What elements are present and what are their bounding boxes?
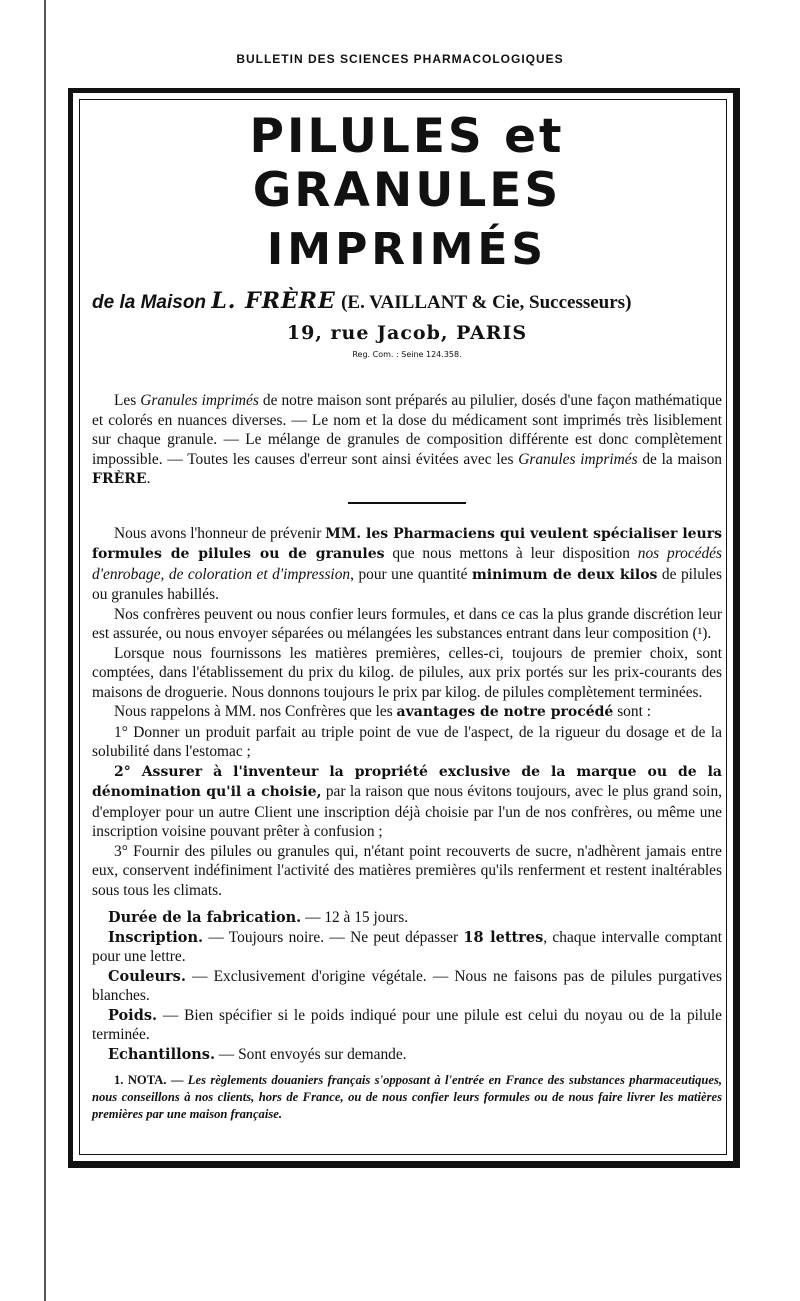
text-run-bold: MM. les Pharmaciens qui veulent spécialiser leurs formules de pilules ou de granules — [92, 525, 722, 562]
maison-name: L. FRÈRE — [211, 288, 336, 314]
paragraph-honneur — [92, 524, 722, 605]
maison-line — [92, 288, 722, 314]
registry-number: Reg. Com. : Seine 124.358. — [352, 350, 462, 359]
advert-content — [92, 110, 722, 1136]
text-run: de notre maison sont préparés au pilulier, dosés d'une façon mathématique et colorés en nuances diverses. — Le nom et la dose du médicament sont imprimés très lisiblement sur chaque granule. — Le mélange de granules de composition différente est donc complètement impossible. — Toutes les causes d'erreur sont ainsi évitées avec les — [92, 392, 722, 468]
page-margin-rule — [44, 0, 46, 1301]
item-text: — Bien spécifier si le poids indiqué pour une pilule est celui du noyau ou de la pilule terminée. — [92, 1006, 722, 1043]
point-1: 1° Donner un produit parfait au triple point de vue de l'aspect, de la rigueur du dosage et de la solubilité dans l'estomac ; — [92, 723, 722, 760]
text-run: de pilules ou granules habillés. — [92, 565, 722, 603]
text-run: Les — [114, 392, 141, 409]
text-run-italic: nos procédés d'enrobage, de coloration et d'impression — [92, 545, 722, 583]
paragraph-granules — [92, 391, 722, 490]
text-run: Nous avons l'honneur de prévenir — [114, 524, 326, 542]
section-divider — [348, 502, 466, 504]
text-run: que nous mettons à leur disposition — [384, 545, 638, 562]
text-run: , pour une quantité — [350, 565, 472, 583]
running-head: BULLETIN DES SCIENCES PHARMACOLOGIQUES — [236, 52, 564, 66]
item-label: Inscription. — [108, 928, 204, 946]
item-label: Couleurs. — [108, 967, 186, 985]
text-run-italic: Granules imprimés — [140, 392, 259, 409]
text-run: Nous rappelons à MM. nos Confrères que les — [114, 703, 397, 720]
details-list — [92, 908, 722, 1064]
item-text: — Sont envoyés sur demande. — [215, 1045, 407, 1063]
item-couleurs — [92, 967, 722, 1006]
item-label: Durée de la fabrication. — [108, 909, 302, 926]
text-run-bold: minimum de deux kilos — [471, 566, 658, 583]
text-run: sont : — [613, 703, 651, 720]
point-2 — [92, 762, 722, 842]
item-poids — [92, 1006, 722, 1045]
item-duree — [92, 908, 722, 928]
item-text: — Exclusivement d'origine végétale. — Nous ne faisons pas de pilules purgatives blanches. — [92, 967, 722, 1004]
address: 19, rue Jacob, PARIS — [286, 322, 528, 344]
nota-label: 1. NOTA. — — [114, 1073, 184, 1087]
item-label: Poids. — [108, 1006, 158, 1024]
item-echantillons — [92, 1045, 722, 1065]
text-run: de la maison — [637, 450, 723, 468]
text-run: . — [146, 470, 151, 487]
text-run: par la raison que nous évitons toujours, avec le plus grand soin, d'employer pour un autre Client une inscription déjà choisie par l'un de nos confrères, ou même une inscription voisine pouvant prêter à confusion ; — [92, 783, 722, 840]
item-text: , chaque intervalle comptant pour une lettre. — [92, 928, 722, 965]
paragraph-fournissons: Lorsque nous fournissons les matières premières, celles-ci, toujours de premier choix, sont comptées, dans l'établissement du prix du kilog. de pilules, aux prix portés sur les prix-courants des maisons de droguerie. Nous donnons toujours le prix par kilog. de pilules complètement terminées. — [92, 644, 722, 701]
point-3: 3° Fournir des pilules ou granules qui, n'étant point recouverts de sucre, n'adhèrent jamais entre eux, conservent indéfiniment l'activité des matières premières qu'ils renferment et restent inaltérables sous tous les climats. — [92, 842, 722, 899]
paragraph-confreres: Nos confrères peuvent ou nous confier leurs formules, et dans ce cas la plus grande discrétion leur est assurée, ou nous envoyer séparées ou mélangées les substances entrant dans leur composition (¹). — [92, 605, 722, 642]
text-run-bold: 2° Assurer à l'inventeur la propriété exclusive de la marque ou de la dénomination qu'il a choisie, — [92, 763, 722, 800]
nota-text: Les règlements douaniers français s'opposant à l'entrée en France des substances pharmaceutiques, nous conseillons à nos clients, hors de France, ou de nous confier leurs formules ou de nous faire livrer les matières premières par une maison française. — [92, 1073, 723, 1121]
maison-successors: (E. VAILLANT & Cie, Successeurs) — [341, 292, 632, 313]
item-inscription — [92, 928, 722, 967]
text-run-bold: FRÈRE — [92, 471, 147, 487]
maison-prefix: de la Maison — [92, 292, 207, 313]
paragraph-rappelons — [92, 702, 722, 723]
item-text: — 12 à 15 jours. — [301, 909, 409, 926]
text-run-bold: avantages de notre procédé — [396, 704, 614, 720]
item-text-bold: 18 lettres — [463, 928, 544, 946]
nota-footnote — [92, 1072, 722, 1123]
title-line-2: IMPRIMÉS — [266, 224, 548, 275]
title-line-1: PILULES et GRANULES — [249, 109, 565, 218]
item-text: — Toujours noire. — Ne peut dépasser — [203, 928, 464, 946]
item-label: Echantillons. — [108, 1045, 216, 1063]
text-run-italic: Granules imprimés — [518, 450, 638, 468]
